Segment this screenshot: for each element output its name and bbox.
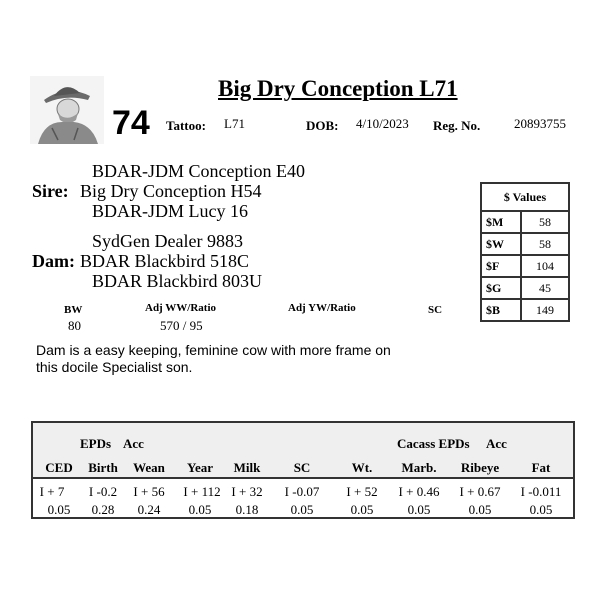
cowboy-logo-image [30, 76, 104, 144]
sc-label: SC [428, 304, 443, 316]
table-row [481, 299, 569, 321]
description: Dam is a easy keeping, feminine cow with more frame on this docile Specialist son. [36, 342, 391, 375]
epd-acc: 0.05 [47, 502, 71, 517]
lot-number: 74 [112, 104, 150, 142]
table-row [481, 255, 569, 277]
sire-label: Sire: [32, 181, 69, 201]
dollar-values-header: $ Values [481, 183, 569, 211]
epd-acc: 0.05 [350, 502, 374, 517]
epd-value: I -0.07 [284, 484, 320, 499]
epd-value: I + 0.67 [459, 484, 501, 499]
epd-col-header: Marb. [401, 460, 437, 475]
epd-col-header: Year [187, 460, 213, 475]
bw-label: BW [64, 304, 83, 316]
value-key: $G [481, 277, 521, 299]
table-row [481, 211, 569, 233]
dob-value: 4/10/2023 [356, 116, 409, 131]
epd-col-header: Fat [531, 460, 551, 475]
animal-name: Big Dry Conception L71 [218, 76, 458, 101]
epd-acc: 0.05 [290, 502, 314, 517]
epd-acc: 0.05 [468, 502, 492, 517]
epd-acc: 0.28 [91, 502, 115, 517]
epd-value: I + 7 [39, 484, 65, 499]
epd-col-header: Wean [133, 460, 165, 475]
carcass-acc-label: Acc [486, 436, 507, 451]
epd-value: I + 56 [133, 484, 165, 499]
dollar-values-table [480, 182, 570, 322]
epd-value: I + 112 [183, 484, 221, 499]
epd-col-header: Wt. [351, 460, 373, 475]
value-key: $M [481, 211, 521, 233]
dob-label: DOB: [306, 118, 339, 133]
epd-group-label: EPDs [80, 436, 112, 451]
dam-dam: BDAR Blackbird 803U [92, 271, 262, 291]
epd-col-header: Birth [88, 460, 118, 475]
epd-value: I + 0.46 [398, 484, 440, 499]
epd-col-header: CED [45, 460, 73, 475]
ww-label: Adj WW/Ratio [145, 302, 216, 314]
tattoo-value: L71 [224, 116, 245, 131]
epd-acc: 0.05 [529, 502, 553, 517]
ww-value: 570 / 95 [160, 318, 203, 333]
epd-acc: 0.18 [235, 502, 259, 517]
value-key: $W [481, 233, 521, 255]
epd-acc-label: Acc [123, 436, 144, 451]
yw-label: Adj YW/Ratio [288, 302, 356, 314]
epd-col-header: Ribeye [460, 460, 500, 475]
table-row [481, 277, 569, 299]
value-amount: 149 [521, 299, 569, 321]
epd-col-header: Milk [233, 460, 261, 475]
reg-value: 20893755 [514, 116, 566, 131]
value-key: $B [481, 299, 521, 321]
bw-value: 80 [68, 318, 81, 333]
epd-value: I + 32 [231, 484, 263, 499]
table-row [481, 233, 569, 255]
epd-value: I + 52 [346, 484, 378, 499]
tattoo-label: Tattoo: [166, 118, 206, 133]
sire-name: Big Dry Conception H54 [80, 181, 262, 201]
sire-sire: BDAR-JDM Conception E40 [92, 161, 305, 181]
epd-value: I -0.011 [520, 484, 562, 499]
value-amount: 104 [521, 255, 569, 277]
epd-col-header: SC [293, 460, 311, 475]
dam-sire: SydGen Dealer 9883 [92, 231, 243, 251]
carcass-epd-label: Cacass EPDs [397, 436, 470, 451]
epd-acc: 0.05 [407, 502, 431, 517]
value-amount: 58 [521, 211, 569, 233]
epd-acc: 0.05 [188, 502, 212, 517]
epd-acc: 0.24 [137, 502, 161, 517]
epd-value: I -0.2 [88, 484, 118, 499]
sire-dam: BDAR-JDM Lucy 16 [92, 201, 248, 221]
dam-name: BDAR Blackbird 518C [80, 251, 249, 271]
value-key: $F [481, 255, 521, 277]
value-amount: 58 [521, 233, 569, 255]
reg-label: Reg. No. [433, 118, 481, 133]
dam-label: Dam: [32, 251, 75, 271]
value-amount: 45 [521, 277, 569, 299]
